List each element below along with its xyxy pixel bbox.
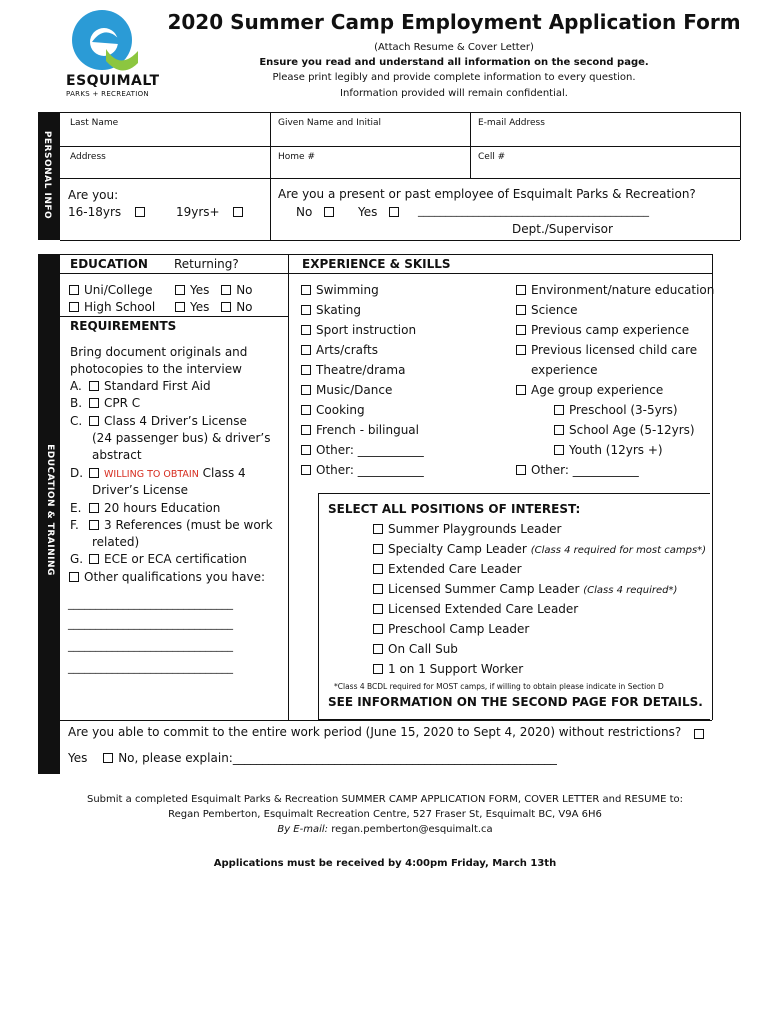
req-f-checkbox[interactable] [89,520,99,530]
education-heading: EDUCATION [70,257,148,271]
submit-email-line [40,824,730,835]
commit-no-checkbox[interactable] [103,753,113,763]
skill-theatre-drama[interactable] [300,362,424,382]
skill-theatre-drama-label: Theatre/drama [316,363,406,377]
commit-no-explain-input[interactable]: No, please explain:______________________________________________________ [118,751,557,765]
age-preschool-label: Preschool (3-5yrs) [569,403,678,417]
uni-returning-options[interactable] [174,282,253,298]
position-specialty-note: (Class 4 required for most camps*) [530,545,707,556]
position-playgrounds[interactable] [372,521,706,541]
commit-yes-checkbox[interactable] [694,729,704,739]
experience-col2 [515,282,714,482]
skill-environment-label: Environment/nature education [531,283,715,297]
qualification-line-3[interactable]: ______________________________ [68,639,233,652]
other-qualifications-checkbox[interactable] [69,572,79,582]
req-d-letter: D. [70,466,84,480]
skill-other-3-checkbox[interactable] [516,465,526,475]
high-school-label: High School [84,300,156,314]
address-field[interactable]: Address [70,152,106,162]
uni-college-option[interactable] [68,282,153,298]
position-preschool[interactable] [372,621,706,641]
age-preschool-checkbox[interactable] [554,405,564,415]
skill-french-checkbox[interactable] [301,425,311,435]
req-g-label: ECE or ECA certification [104,552,247,566]
req-e-checkbox[interactable] [89,503,99,513]
skill-other-2-checkbox[interactable] [301,465,311,475]
skill-environment[interactable] [515,282,714,302]
skill-music-dance-checkbox[interactable] [301,385,311,395]
employee-yes-option[interactable] [358,204,404,220]
req-d-cont: Driver’s License [92,483,189,497]
skill-age-group[interactable] [515,382,714,402]
req-b-checkbox[interactable] [89,398,99,408]
position-specialty-label: Specialty Camp Leader [388,542,527,556]
skill-swimming-label: Swimming [316,283,379,297]
skill-arts-crafts-label: Arts/crafts [316,343,378,357]
employee-no-checkbox[interactable] [324,207,334,217]
req-a[interactable] [70,378,211,394]
age-19-plus-checkbox[interactable] [233,207,243,217]
req-g-checkbox[interactable] [89,554,99,564]
position-playgrounds-checkbox[interactable] [373,524,383,534]
req-f[interactable] [70,517,273,533]
are-you-label: Are you: [68,188,119,202]
commit-answer[interactable] [68,750,557,766]
skill-other-2-label: Other: ___________ [316,463,424,477]
email-label: By E-mail: [277,824,329,835]
requirements-heading: REQUIREMENTS [70,319,177,333]
skill-other-2[interactable] [300,462,424,482]
req-c[interactable] [70,413,247,429]
position-extended-care-checkbox[interactable] [373,564,383,574]
page-title: 2020 Summer Camp Employment Application Form [167,10,741,34]
position-specialty[interactable] [372,541,706,561]
skill-other-1[interactable] [300,442,424,462]
age-school[interactable] [515,422,714,442]
skill-skating-label: Skating [316,303,361,317]
uni-returning-yes-label: Yes [190,283,210,297]
req-g[interactable] [70,551,247,567]
req-c-letter: C. [70,414,83,428]
skill-theatre-drama-checkbox[interactable] [301,365,311,375]
requirements-intro-1: Bring document originals and [70,345,248,359]
position-licensed-summer-checkbox[interactable] [373,584,383,594]
skill-cooking-checkbox[interactable] [301,405,311,415]
skill-camp-experience-checkbox[interactable] [516,325,526,335]
req-b-label: CPR C [104,396,141,410]
position-specialty-checkbox[interactable] [373,544,383,554]
age-youth[interactable] [515,442,714,462]
dept-supervisor-input[interactable]: __________________________________________ [418,204,649,217]
position-on-call-label: On Call Sub [388,642,458,656]
employee-no-label: No [296,205,313,219]
qualification-line-2[interactable]: ______________________________ [68,617,233,630]
employee-yes-checkbox[interactable] [389,207,399,217]
skill-sport-instruction[interactable] [300,322,424,342]
other-qualifications[interactable] [68,569,265,585]
req-b[interactable] [70,395,140,411]
position-extended-care[interactable] [372,561,706,581]
req-d-checkbox[interactable] [89,468,99,478]
logo-mark-icon [62,5,152,75]
uni-college-label: Uni/College [84,283,153,297]
position-licensed-summer-note: (Class 4 required*) [583,585,678,596]
cell-phone-field[interactable]: Cell # [478,152,506,162]
skill-arts-crafts-checkbox[interactable] [301,345,311,355]
age-19-plus-label: 19yrs+ [176,205,220,219]
skill-cooking-label: Cooking [316,403,365,417]
age-school-label: School Age (5-12yrs) [569,423,695,437]
req-f-cont: related) [92,535,140,549]
hs-returning-yes-checkbox[interactable] [175,302,185,312]
personal-info-label: PERSONAL INFO [42,130,52,220]
submit-email-link[interactable]: regan.pemberton@esquimalt.ca [331,824,493,835]
skill-other-1-label: Other: ___________ [316,443,424,457]
skill-swimming[interactable] [300,282,424,302]
employee-no-option[interactable] [296,204,339,220]
skill-other-3[interactable] [515,462,714,482]
skill-camp-experience[interactable] [515,322,714,342]
skill-sport-instruction-checkbox[interactable] [301,325,311,335]
skill-french-label: French - bilingual [316,423,419,437]
position-licensed-extended-checkbox[interactable] [373,604,383,614]
position-on-call[interactable] [372,641,706,661]
skill-child-care-cont: experience [531,363,598,377]
req-e-letter: E. [70,501,82,515]
age-19-plus-option[interactable] [176,204,248,220]
position-licensed-extended-label: Licensed Extended Care Leader [388,602,579,616]
skill-music-dance[interactable] [300,382,424,402]
position-playgrounds-label: Summer Playgrounds Leader [388,522,562,536]
position-licensed-summer[interactable] [372,581,706,601]
subtitle-attach: (Attach Resume & Cover Letter) [374,42,534,53]
req-a-letter: A. [70,379,82,393]
position-preschool-label: Preschool Camp Leader [388,622,530,636]
req-c-cont-2: abstract [92,448,142,462]
req-g-letter: G. [70,552,84,566]
skill-skating[interactable] [300,302,424,322]
positions-heading: SELECT ALL POSITIONS OF INTEREST: [328,502,581,516]
skill-skating-checkbox[interactable] [301,305,311,315]
skill-child-care-label: Previous licensed child care [531,343,698,357]
other-qualifications-label: Other qualifications you have: [84,570,266,584]
req-b-letter: B. [70,396,83,410]
experience-heading: EXPERIENCE & SKILLS [302,257,451,271]
req-c-checkbox[interactable] [89,416,99,426]
position-licensed-summer-label: Licensed Summer Camp Leader [388,582,580,596]
req-d-willing-label: WILLING TO OBTAIN [104,469,199,480]
skill-child-care-checkbox[interactable] [516,345,526,355]
req-c-cont-1: (24 passenger bus) & driver’s [92,431,271,445]
logo [62,5,160,100]
requirements-intro-2: photocopies to the interview [70,362,242,376]
qualification-line-1[interactable]: ______________________________ [68,597,233,610]
age-16-18-label: 16-18yrs [68,205,122,219]
deadline-notice: Applications must be received by 4:00pm Friday, March 13th [213,858,557,869]
employee-yes-label: Yes [358,205,378,219]
experience-col1 [300,282,424,482]
skill-swimming-checkbox[interactable] [301,285,311,295]
skill-science[interactable] [515,302,714,322]
high-school-option[interactable] [68,299,155,315]
employee-question: Are you a present or past employee of Esquimalt Parks & Recreation? [278,187,696,201]
skill-science-label: Science [531,303,578,317]
home-phone-field[interactable]: Home # [278,152,315,162]
uni-returning-yes-checkbox[interactable] [175,285,185,295]
education-training-label: EDUCATION & TRAINING [45,444,55,576]
high-school-checkbox[interactable] [69,302,79,312]
skill-sport-instruction-label: Sport instruction [316,323,417,337]
logo-tagline: PARKS + RECREATION [66,90,149,98]
returning-label: Returning? [174,257,239,271]
skill-age-group-label: Age group experience [531,383,664,397]
submit-instructions: Submit a completed Esquimalt Parks & Recreation SUMMER CAMP APPLICATION FORM, COVER LETTER and RESUME to: [86,794,683,805]
position-licensed-extended[interactable] [372,601,706,621]
hs-returning-no-checkbox[interactable] [221,302,231,312]
skill-arts-crafts[interactable] [300,342,424,362]
positions-list [372,521,706,681]
position-support-worker-label: 1 on 1 Support Worker [388,662,524,676]
req-e-label: 20 hours Education [104,501,221,515]
age-youth-checkbox[interactable] [554,445,564,455]
req-a-checkbox[interactable] [89,381,99,391]
skill-child-care[interactable] [515,342,714,362]
position-preschool-checkbox[interactable] [373,624,383,634]
age-youth-label: Youth (12yrs +) [569,443,663,457]
skill-age-group-checkbox[interactable] [516,385,526,395]
skill-camp-experience-label: Previous camp experience [531,323,690,337]
email-field[interactable]: E-mail Address [478,118,545,128]
req-f-label: 3 References (must be work [104,518,273,532]
hs-returning-options[interactable] [174,299,253,315]
skill-music-dance-label: Music/Dance [316,383,393,397]
age-16-18-option[interactable] [68,204,150,220]
req-d[interactable] [70,465,246,482]
subtitle-confidential: Information provided will remain confidential. [340,88,568,99]
age-school-checkbox[interactable] [554,425,564,435]
see-info-note: SEE INFORMATION ON THE SECOND PAGE FOR DETAILS. [328,695,703,709]
subtitle-ensure: Ensure you read and understand all information on the second page. [259,57,649,68]
skill-cooking[interactable] [300,402,424,422]
last-name-field[interactable]: Last Name [70,118,119,128]
hs-returning-no-label: No [236,300,253,314]
given-name-field[interactable]: Given Name and Initial [278,118,382,128]
req-a-label: Standard First Aid [104,379,211,393]
dept-supervisor-label: Dept./Supervisor [512,222,613,236]
position-on-call-checkbox[interactable] [373,644,383,654]
skill-other-3-label: Other: ___________ [531,463,639,477]
hs-returning-yes-label: Yes [190,300,210,314]
skill-french[interactable] [300,422,424,442]
req-c-label: Class 4 Driver’s License [104,414,247,428]
req-d-label: Class 4 [202,466,246,480]
age-16-18-checkbox[interactable] [135,207,145,217]
positions-footnote: *Class 4 BCDL required for MOST camps, if willing to obtain please indicate in Section D [334,682,664,691]
position-support-worker[interactable] [372,661,706,681]
skill-other-1-checkbox[interactable] [301,445,311,455]
req-f-letter: F. [70,518,79,532]
uni-returning-no-label: No [236,283,253,297]
subtitle-print: Please print legibly and provide complete information to every question. [272,72,636,83]
uni-college-checkbox[interactable] [69,285,79,295]
uni-returning-no-checkbox[interactable] [221,285,231,295]
position-support-worker-checkbox[interactable] [373,664,383,674]
submit-address: Regan Pemberton, Esquimalt Recreation Centre, 527 Fraser St, Esquimalt BC, V9A 6H6 [168,809,602,820]
commit-question: Are you able to commit to the entire work period (June 15, 2020 to Sept 4, 2020) without restrictions? [68,725,682,739]
logo-name: ESQUIMALT [66,73,160,89]
age-preschool[interactable] [515,402,714,422]
commit-yes-label: Yes [68,751,88,765]
skill-science-checkbox[interactable] [516,305,526,315]
position-extended-care-label: Extended Care Leader [388,562,522,576]
skill-environment-checkbox[interactable] [516,285,526,295]
qualification-line-4[interactable]: ______________________________ [68,661,233,674]
req-e[interactable] [70,500,220,516]
